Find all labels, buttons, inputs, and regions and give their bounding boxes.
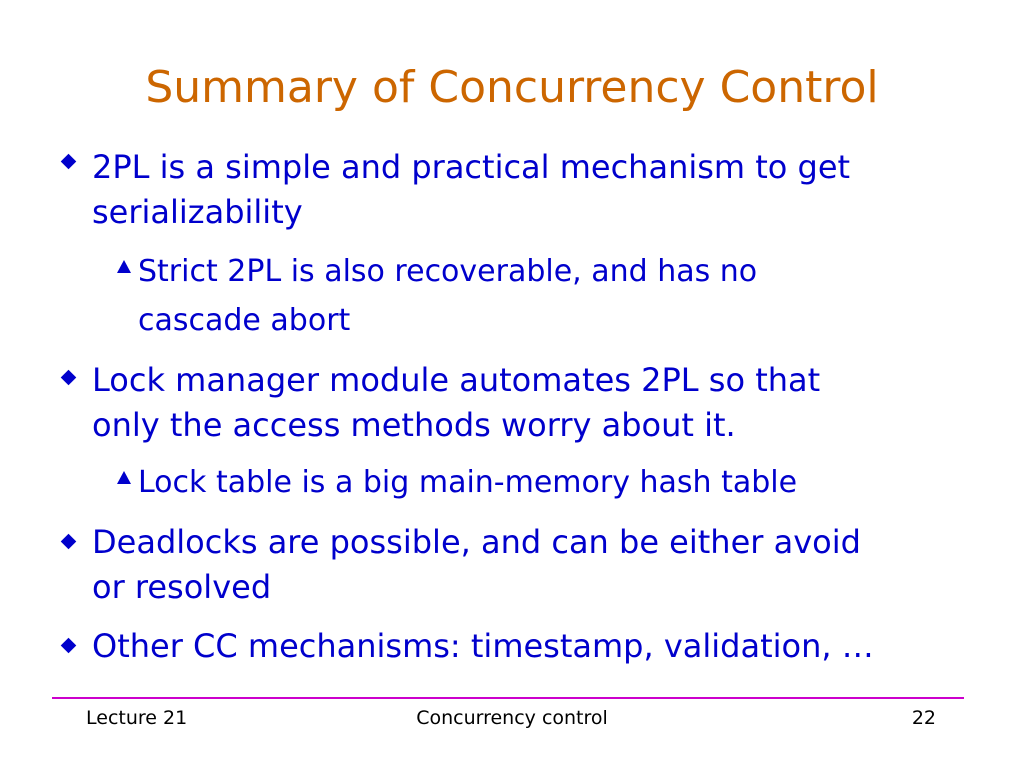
sub-bullet-item-line: cascade abort bbox=[138, 303, 351, 338]
diamond-bullet-icon bbox=[61, 534, 77, 550]
slide-title: Summary of Concurrency Control bbox=[145, 62, 879, 113]
bullet-item-line: 2PL is a simple and practical mechanism to get bbox=[92, 148, 851, 186]
bullet-item-line: Other CC mechanisms: timestamp, validation, … bbox=[92, 627, 874, 665]
diamond-bullet-icon bbox=[61, 154, 77, 170]
footer-divider bbox=[52, 697, 964, 699]
diamond-bullet-icon bbox=[61, 638, 77, 654]
sub-bullet-item-line: Lock table is a big main-memory hash table bbox=[138, 465, 798, 500]
footer-page-number: 22 bbox=[911, 707, 936, 729]
bullet-item-line: serializability bbox=[92, 193, 303, 231]
bullet-item-line: Deadlocks are possible, and can be either avoid bbox=[92, 523, 861, 561]
bullet-item-line: only the access methods worry about it. bbox=[92, 406, 736, 444]
footer-lecture-label: Lecture 21 bbox=[86, 707, 188, 729]
bullet-item-line: or resolved bbox=[92, 568, 272, 606]
bullet-item-line: Lock manager module automates 2PL so that bbox=[92, 361, 821, 399]
sub-bullet-item-line: Strict 2PL is also recoverable, and has no bbox=[138, 254, 758, 289]
triangle-bullet-icon bbox=[117, 471, 131, 484]
triangle-bullet-icon bbox=[117, 260, 131, 273]
footer-topic-label: Concurrency control bbox=[416, 707, 608, 729]
diamond-bullet-icon bbox=[61, 370, 77, 386]
